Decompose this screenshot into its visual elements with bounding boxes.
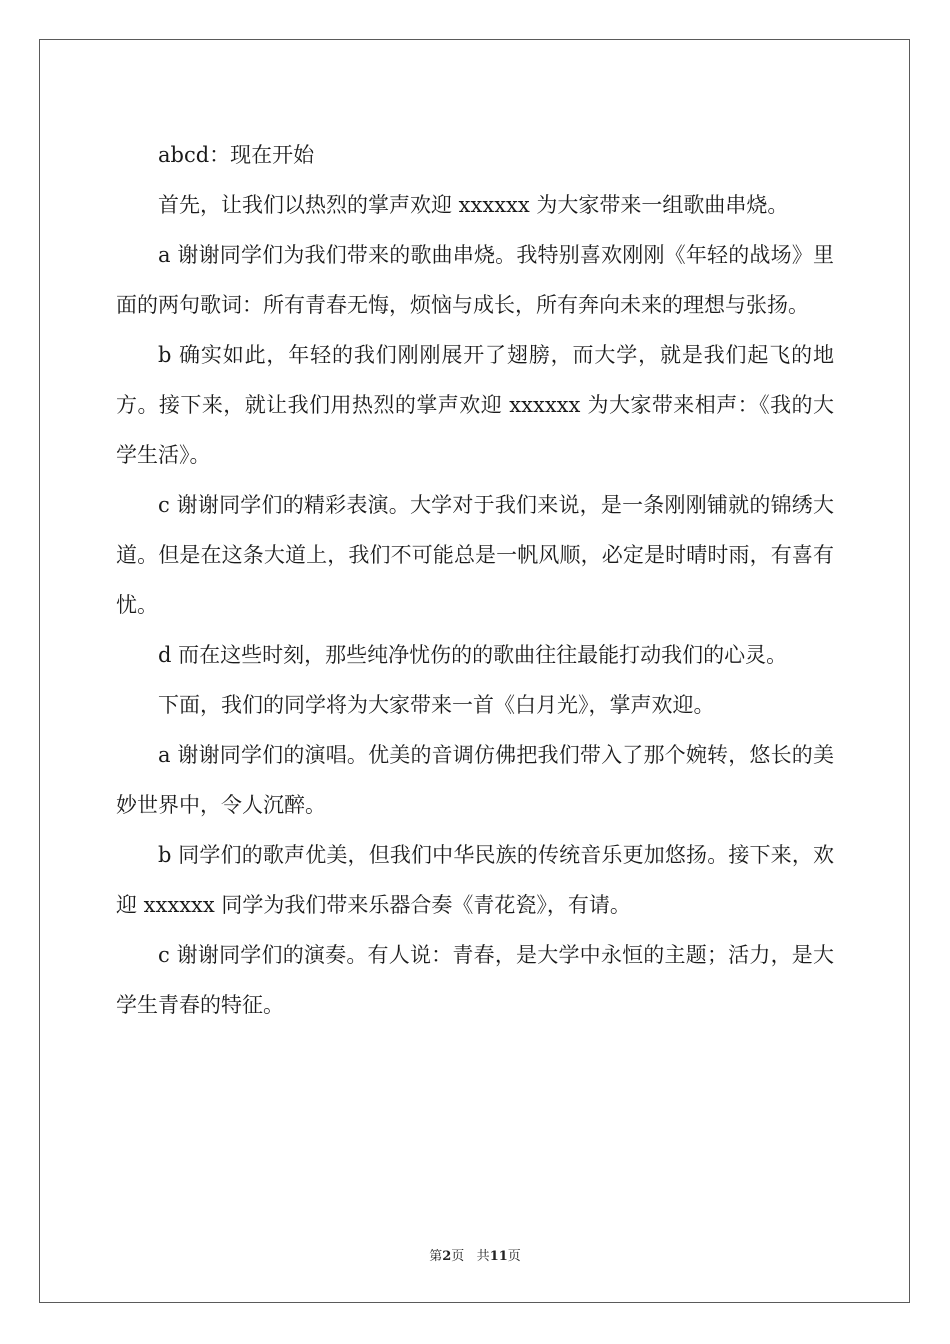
page-number: 2: [442, 1249, 452, 1264]
paragraph: c 谢谢同学们的演奏。有人说：青春，是大学中永恒的主题；活力，是大学生青春的特征。: [116, 943, 834, 1017]
total-pages: 11: [489, 1249, 508, 1264]
page-suffix: 页: [451, 1249, 465, 1264]
paragraph: abcd：现在开始: [158, 143, 315, 167]
paragraph: a 谢谢同学们的演唱。优美的音调仿佛把我们带入了那个婉转，悠长的美妙世界中，令人沉醉。: [116, 743, 834, 817]
paragraph: 下面，我们的同学将为大家带来一首《白月光》，掌声欢迎。: [158, 693, 715, 717]
paragraph: 首先，让我们以热烈的掌声欢迎 xxxxxx 为大家带来一组歌曲串烧。: [158, 193, 789, 217]
document-body: [116, 130, 834, 1030]
paragraph: d 而在这些时刻，那些纯净忧伤的的歌曲往往最能打动我们的心灵。: [158, 643, 788, 667]
paragraph: b 确实如此，年轻的我们刚刚展开了翅膀，而大学，就是我们起飞的地方。接下来，就让我们用热烈的掌声欢迎 xxxxxx 为大家带来相声：《我的大学生活》。: [116, 343, 834, 467]
page-footer: [0, 1245, 950, 1264]
page-prefix: 第: [429, 1249, 443, 1264]
total-prefix: 共: [476, 1249, 490, 1264]
paragraph: c 谢谢同学们的精彩表演。大学对于我们来说，是一条刚刚铺就的锦绣大道。但是在这条大道上，我们不可能总是一帆风顺，必定是时晴时雨，有喜有忧。: [116, 493, 834, 617]
total-suffix: 页: [507, 1249, 521, 1264]
paragraph: b 同学们的歌声优美，但我们中华民族的传统音乐更加悠扬。接下来，欢迎 xxxxxx 同学为我们带来乐器合奏《青花瓷》，有请。: [116, 843, 834, 917]
paragraph: a 谢谢同学们为我们带来的歌曲串烧。我特别喜欢刚刚《年轻的战场》里面的两句歌词：所有青春无悔，烦恼与成长，所有奔向未来的理想与张扬。: [116, 243, 834, 317]
